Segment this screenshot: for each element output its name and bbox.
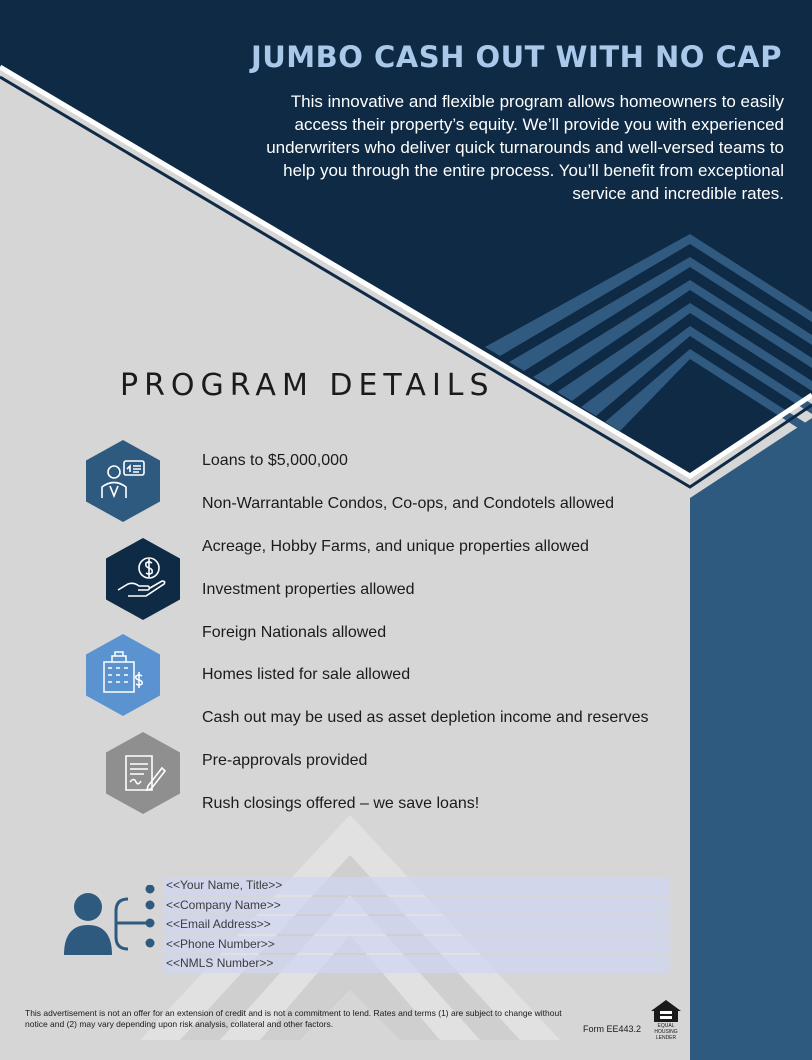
nmls-number-field[interactable]: <<NMLS Number>> bbox=[163, 955, 670, 973]
list-item: Homes listed for sale allowed bbox=[202, 666, 411, 684]
list-item: Acreage, Hobby Farms, and unique properties allowed bbox=[202, 537, 589, 555]
list-item: Foreign Nationals allowed bbox=[202, 623, 387, 641]
list-item: Pre-approvals provided bbox=[202, 752, 368, 770]
building-dollar-icon bbox=[86, 634, 160, 716]
eho-label: EQUAL HOUSING LENDER bbox=[654, 1023, 678, 1041]
program-details-list bbox=[202, 448, 648, 834]
equal-housing-lender-logo bbox=[648, 999, 684, 1039]
company-name-field[interactable]: <<Company Name>> bbox=[163, 897, 670, 915]
phone-number-field[interactable]: <<Phone Number>> bbox=[163, 936, 670, 954]
list-item: Rush closings offered – we save loans! bbox=[202, 795, 480, 813]
headline: JUMBO CASH OUT WITH NO CAP bbox=[250, 40, 782, 74]
advisor-icon bbox=[86, 440, 160, 522]
right-blue-column bbox=[690, 418, 812, 1060]
list-item: Loans to $5,000,000 bbox=[202, 452, 348, 469]
intro-paragraph: This innovative and flexible program allows homeowners to easily access their property’s equity. We’ll provide you with experienced underwriters who deliver quick turnarounds and well-versed teams to help you through the entire process. You’ll benefit from exceptional service and incredible rates. bbox=[266, 92, 784, 203]
house-icon bbox=[648, 999, 684, 1023]
program-details-title: PROGRAM DETAILS bbox=[120, 368, 495, 403]
money-hand-icon bbox=[106, 538, 180, 620]
list-item: Non-Warrantable Condos, Co-ops, and Condotels allowed bbox=[202, 494, 615, 512]
contact-person-icon bbox=[60, 885, 160, 965]
contact-fields bbox=[163, 877, 670, 975]
list-item: Investment properties allowed bbox=[202, 580, 415, 598]
disclaimer-text: This advertisement is not an offer for an extension of credit and is not a commitment to lend. Rates and terms (1) are subject to change without notice and (2) may vary depending upon risk analysis, collateral and other factors. bbox=[25, 1008, 562, 1029]
name-title-field[interactable]: <<Your Name, Title>> bbox=[163, 877, 670, 895]
list-item: Cash out may be used as asset depletion income and reserves bbox=[202, 709, 649, 727]
form-number: Form EE443.2 bbox=[583, 1024, 642, 1034]
email-address-field[interactable]: <<Email Address>> bbox=[163, 916, 670, 934]
signed-document-icon bbox=[106, 732, 180, 814]
